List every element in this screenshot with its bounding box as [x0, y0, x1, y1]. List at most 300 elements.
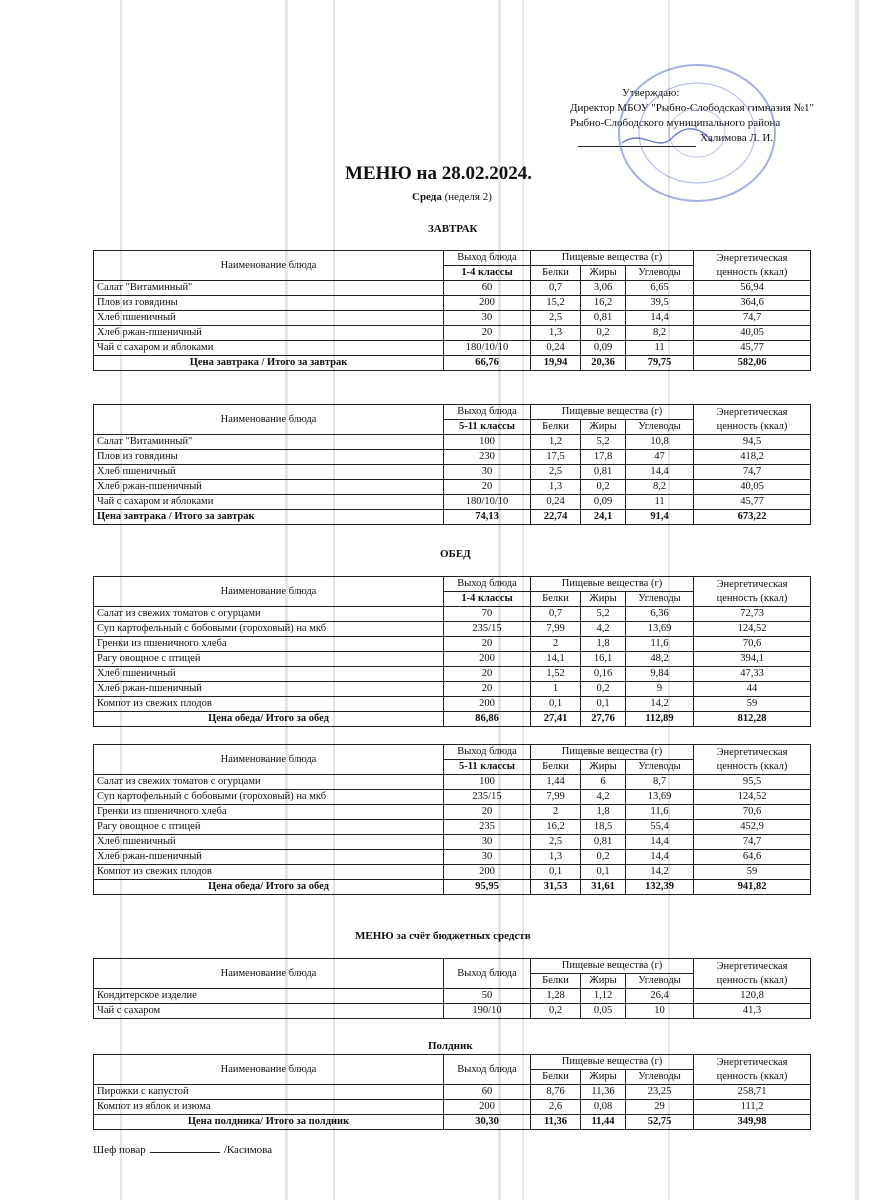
- total-label: Цена полдника/ Итого за полдник: [94, 1115, 444, 1130]
- carbs-value: 8,7: [626, 775, 694, 790]
- energy-value: 94,5: [694, 435, 811, 450]
- table-row: [94, 637, 811, 652]
- dish-name: Гренки из пшеничного хлеба: [94, 637, 444, 652]
- dish-name: Хлеб ржан-пшеничный: [94, 850, 444, 865]
- energy-value: 59: [694, 697, 811, 712]
- dish-name: Хлеб пшеничный: [94, 667, 444, 682]
- dish-name: Хлеб пшеничный: [94, 835, 444, 850]
- day-subtitle: [412, 191, 492, 203]
- dish-name: Салат из свежих томатов с огурцами: [94, 775, 444, 790]
- energy-value: 41,3: [694, 1004, 811, 1019]
- total-carbs: 52,75: [626, 1115, 694, 1130]
- dish-name: Хлеб ржан-пшеничный: [94, 682, 444, 697]
- table-row: [94, 989, 811, 1004]
- dish-name: Хлеб пшеничный: [94, 465, 444, 480]
- table-row: [94, 450, 811, 465]
- approval-line-4: Халимова Л. И.: [700, 132, 774, 144]
- total-fat: 20,36: [581, 356, 626, 371]
- carbs-value: 23,25: [626, 1085, 694, 1100]
- header-fat: Жиры: [581, 1070, 626, 1085]
- fat-value: 4,2: [581, 622, 626, 637]
- table-row: [94, 281, 811, 296]
- fat-value: 0,09: [581, 495, 626, 510]
- total-energy: 941,82: [694, 880, 811, 895]
- fat-value: 0,81: [581, 835, 626, 850]
- carbs-value: 8,2: [626, 480, 694, 495]
- carbs-value: 14,4: [626, 835, 694, 850]
- protein-value: 0,1: [531, 865, 581, 880]
- fat-value: 1,12: [581, 989, 626, 1004]
- header-name: Наименование блюда: [94, 251, 444, 281]
- total-price: 30,30: [444, 1115, 531, 1130]
- dish-name: Салат "Витаминный": [94, 281, 444, 296]
- dish-output: 100: [444, 435, 531, 450]
- carbs-value: 10: [626, 1004, 694, 1019]
- carbs-value: 55,4: [626, 820, 694, 835]
- header-carbs: Углеводы: [626, 420, 694, 435]
- total-price: 95,95: [444, 880, 531, 895]
- energy-value: 418,2: [694, 450, 811, 465]
- total-row: [94, 510, 811, 525]
- dish-output: 20: [444, 667, 531, 682]
- dish-output: 60: [444, 281, 531, 296]
- total-carbs: 79,75: [626, 356, 694, 371]
- header-energy: Энергетическая ценность (ккал): [694, 959, 811, 989]
- protein-value: 16,2: [531, 820, 581, 835]
- table-row: [94, 850, 811, 865]
- approval-line-2: Директор МБОУ "Рыбно-Слободская гимназия №1": [570, 102, 815, 114]
- section-budget: МЕНЮ за счёт бюджетных средств: [355, 930, 531, 942]
- header-output: Выход блюда: [444, 251, 531, 266]
- energy-value: 56,94: [694, 281, 811, 296]
- carbs-value: 11,6: [626, 637, 694, 652]
- dish-output: 60: [444, 1085, 531, 1100]
- dish-output: 20: [444, 805, 531, 820]
- dish-output: 200: [444, 865, 531, 880]
- protein-value: 7,99: [531, 622, 581, 637]
- carbs-value: 14,2: [626, 865, 694, 880]
- energy-value: 120,8: [694, 989, 811, 1004]
- section-snack: Полдник: [428, 1040, 473, 1052]
- energy-value: 124,52: [694, 790, 811, 805]
- total-label: Цена завтрака / Итого за завтрак: [94, 356, 444, 371]
- carbs-value: 39,5: [626, 296, 694, 311]
- total-carbs: 91,4: [626, 510, 694, 525]
- header-protein: Белки: [531, 1070, 581, 1085]
- total-protein: 19,94: [531, 356, 581, 371]
- chef-name: /Касимова: [223, 1144, 273, 1156]
- total-fat: 27,76: [581, 712, 626, 727]
- table-row: [94, 865, 811, 880]
- protein-value: 0,24: [531, 495, 581, 510]
- header-nutrients: Пищевые вещества (г): [531, 1055, 694, 1070]
- total-price: 74,13: [444, 510, 531, 525]
- header-nutrients: Пищевые вещества (г): [531, 959, 694, 974]
- header-carbs: Углеводы: [626, 1070, 694, 1085]
- dish-name: Компот из свежих плодов: [94, 697, 444, 712]
- header-output: Выход блюда: [444, 959, 531, 989]
- fat-value: 1,8: [581, 805, 626, 820]
- protein-value: 1,28: [531, 989, 581, 1004]
- header-energy: Энергетическая ценность (ккал): [694, 405, 811, 435]
- carbs-value: 6,65: [626, 281, 694, 296]
- dish-output: 20: [444, 682, 531, 697]
- header-fat: Жиры: [581, 420, 626, 435]
- dish-output: 30: [444, 311, 531, 326]
- section-lunch: ОБЕД: [440, 548, 471, 560]
- total-protein: 11,36: [531, 1115, 581, 1130]
- dish-name: Салат из свежих томатов с огурцами: [94, 607, 444, 622]
- carbs-value: 9,84: [626, 667, 694, 682]
- header-name: Наименование блюда: [94, 959, 444, 989]
- energy-value: 72,73: [694, 607, 811, 622]
- header-nutrients: Пищевые вещества (г): [531, 405, 694, 420]
- header-output: Выход блюда: [444, 577, 531, 592]
- header-fat: Жиры: [581, 266, 626, 281]
- carbs-value: 14,4: [626, 311, 694, 326]
- carbs-value: 11: [626, 341, 694, 356]
- carbs-value: 14,4: [626, 465, 694, 480]
- energy-value: 45,77: [694, 341, 811, 356]
- dish-name: Салат "Витаминный": [94, 435, 444, 450]
- total-row: [94, 1115, 811, 1130]
- protein-value: 1,44: [531, 775, 581, 790]
- protein-value: 1,3: [531, 850, 581, 865]
- energy-value: 47,33: [694, 667, 811, 682]
- header-name: Наименование блюда: [94, 745, 444, 775]
- total-energy: 812,28: [694, 712, 811, 727]
- fat-value: 18,5: [581, 820, 626, 835]
- header-protein: Белки: [531, 420, 581, 435]
- dish-output: 180/10/10: [444, 495, 531, 510]
- total-carbs: 132,39: [626, 880, 694, 895]
- header-energy: Энергетическая ценность (ккал): [694, 251, 811, 281]
- fat-value: 6: [581, 775, 626, 790]
- header-fat: Жиры: [581, 592, 626, 607]
- energy-value: 44: [694, 682, 811, 697]
- dish-output: 200: [444, 1100, 531, 1115]
- chef-signature: [93, 1144, 272, 1156]
- header-fat: Жиры: [581, 760, 626, 775]
- carbs-value: 48,2: [626, 652, 694, 667]
- dish-name: Компот из яблок и изюма: [94, 1100, 444, 1115]
- protein-value: 1,2: [531, 435, 581, 450]
- dish-output: 20: [444, 326, 531, 341]
- fat-value: 0,08: [581, 1100, 626, 1115]
- dish-name: Пирожки с капустой: [94, 1085, 444, 1100]
- carbs-value: 9: [626, 682, 694, 697]
- dish-output: 190/10: [444, 1004, 531, 1019]
- fat-value: 0,2: [581, 682, 626, 697]
- fat-value: 0,2: [581, 850, 626, 865]
- fat-value: 0,16: [581, 667, 626, 682]
- energy-value: 74,7: [694, 311, 811, 326]
- total-fat: 24,1: [581, 510, 626, 525]
- protein-value: 2,6: [531, 1100, 581, 1115]
- total-row: [94, 880, 811, 895]
- total-protein: 27,41: [531, 712, 581, 727]
- protein-value: 2,5: [531, 311, 581, 326]
- table-row: [94, 1085, 811, 1100]
- protein-value: 0,24: [531, 341, 581, 356]
- protein-value: 0,2: [531, 1004, 581, 1019]
- protein-value: 2: [531, 805, 581, 820]
- header-group: 5-11 классы: [444, 760, 531, 775]
- total-fat: 31,61: [581, 880, 626, 895]
- dish-name: Суп картофельный с бобовыми (гороховый) на мкб: [94, 790, 444, 805]
- dish-name: Рагу овощное с птицей: [94, 652, 444, 667]
- table-breakfast-5-11: [93, 404, 811, 525]
- fat-value: 3,06: [581, 281, 626, 296]
- dish-name: Хлеб пшеничный: [94, 311, 444, 326]
- header-energy: Энергетическая ценность (ккал): [694, 745, 811, 775]
- carbs-value: 13,69: [626, 622, 694, 637]
- table-breakfast-1-4: [93, 250, 811, 371]
- header-output: Выход блюда: [444, 405, 531, 420]
- dish-output: 200: [444, 296, 531, 311]
- total-energy: 582,06: [694, 356, 811, 371]
- energy-value: 258,71: [694, 1085, 811, 1100]
- header-name: Наименование блюда: [94, 577, 444, 607]
- table-row: [94, 296, 811, 311]
- protein-value: 8,76: [531, 1085, 581, 1100]
- table-row: [94, 326, 811, 341]
- fat-value: 1,8: [581, 637, 626, 652]
- protein-value: 1,52: [531, 667, 581, 682]
- dish-name: Чай с сахаром: [94, 1004, 444, 1019]
- energy-value: 74,7: [694, 465, 811, 480]
- total-row: [94, 356, 811, 371]
- header-nutrients: Пищевые вещества (г): [531, 251, 694, 266]
- table-row: [94, 667, 811, 682]
- header-carbs: Углеводы: [626, 760, 694, 775]
- table-row: [94, 311, 811, 326]
- table-budget: [93, 958, 811, 1019]
- total-label: Цена обеда/ Итого за обед: [94, 712, 444, 727]
- dish-output: 20: [444, 480, 531, 495]
- header-name: Наименование блюда: [94, 405, 444, 435]
- section-breakfast: ЗАВТРАК: [428, 223, 478, 235]
- dish-name: Рагу овощное с птицей: [94, 820, 444, 835]
- table-row: [94, 495, 811, 510]
- energy-value: 70,6: [694, 805, 811, 820]
- dish-name: Плов из говядины: [94, 450, 444, 465]
- fat-value: 0,81: [581, 465, 626, 480]
- dish-name: Суп картофельный с бобовыми (гороховый) на мкб: [94, 622, 444, 637]
- fat-value: 16,2: [581, 296, 626, 311]
- table-row: [94, 435, 811, 450]
- table-row: [94, 341, 811, 356]
- dish-output: 30: [444, 850, 531, 865]
- table-row: [94, 607, 811, 622]
- protein-value: 17,5: [531, 450, 581, 465]
- fat-value: 4,2: [581, 790, 626, 805]
- total-label: Цена обеда/ Итого за обед: [94, 880, 444, 895]
- protein-value: 0,1: [531, 697, 581, 712]
- week-number: (неделя 2): [444, 191, 492, 203]
- dish-output: 20: [444, 637, 531, 652]
- table-row: [94, 622, 811, 637]
- chef-signature-line: [150, 1152, 220, 1153]
- dish-output: 50: [444, 989, 531, 1004]
- carbs-value: 10,8: [626, 435, 694, 450]
- header-protein: Белки: [531, 974, 581, 989]
- fat-value: 0,05: [581, 1004, 626, 1019]
- total-price: 86,86: [444, 712, 531, 727]
- protein-value: 1: [531, 682, 581, 697]
- header-group: 1-4 классы: [444, 266, 531, 281]
- table-row: [94, 835, 811, 850]
- dish-output: 30: [444, 465, 531, 480]
- table-row: [94, 465, 811, 480]
- energy-value: 40,05: [694, 480, 811, 495]
- energy-value: 64,6: [694, 850, 811, 865]
- protein-value: 2: [531, 637, 581, 652]
- total-fat: 11,44: [581, 1115, 626, 1130]
- protein-value: 1,3: [531, 480, 581, 495]
- header-carbs: Углеводы: [626, 974, 694, 989]
- header-output: Выход блюда: [444, 1055, 531, 1085]
- fat-value: 17,8: [581, 450, 626, 465]
- carbs-value: 6,36: [626, 607, 694, 622]
- protein-value: 14,1: [531, 652, 581, 667]
- table-row: [94, 697, 811, 712]
- stamp-seal-icon: [612, 58, 782, 208]
- dish-name: Хлеб ржан-пшеничный: [94, 480, 444, 495]
- energy-value: 364,6: [694, 296, 811, 311]
- total-price: 66,76: [444, 356, 531, 371]
- header-protein: Белки: [531, 592, 581, 607]
- table-lunch-1-4: [93, 576, 811, 727]
- fat-value: 0,1: [581, 865, 626, 880]
- header-protein: Белки: [531, 760, 581, 775]
- fat-value: 16,1: [581, 652, 626, 667]
- header-energy: Энергетическая ценность (ккал): [694, 577, 811, 607]
- dish-output: 70: [444, 607, 531, 622]
- dish-name: Гренки из пшеничного хлеба: [94, 805, 444, 820]
- fat-value: 0,2: [581, 326, 626, 341]
- carbs-value: 11,6: [626, 805, 694, 820]
- header-protein: Белки: [531, 266, 581, 281]
- dish-output: 230: [444, 450, 531, 465]
- table-row: [94, 652, 811, 667]
- carbs-value: 8,2: [626, 326, 694, 341]
- fat-value: 0,81: [581, 311, 626, 326]
- table-row: [94, 805, 811, 820]
- dish-name: Кондитерское изделие: [94, 989, 444, 1004]
- header-nutrients: Пищевые вещества (г): [531, 745, 694, 760]
- header-nutrients: Пищевые вещества (г): [531, 577, 694, 592]
- table-row: [94, 790, 811, 805]
- table-lunch-5-11: [93, 744, 811, 895]
- carbs-value: 11: [626, 495, 694, 510]
- total-carbs: 112,89: [626, 712, 694, 727]
- dish-output: 235/15: [444, 622, 531, 637]
- page-title: МЕНЮ на 28.02.2024.: [345, 163, 532, 184]
- carbs-value: 14,4: [626, 850, 694, 865]
- dish-name: Чай с сахаром и яблоками: [94, 341, 444, 356]
- protein-value: 2,5: [531, 465, 581, 480]
- total-energy: 673,22: [694, 510, 811, 525]
- energy-value: 59: [694, 865, 811, 880]
- dish-output: 180/10/10: [444, 341, 531, 356]
- protein-value: 0,7: [531, 281, 581, 296]
- scan-streak: [855, 0, 859, 1200]
- energy-value: 70,6: [694, 637, 811, 652]
- dish-output: 235/15: [444, 790, 531, 805]
- protein-value: 2,5: [531, 835, 581, 850]
- carbs-value: 29: [626, 1100, 694, 1115]
- dish-name: Хлеб ржан-пшеничный: [94, 326, 444, 341]
- table-row: [94, 820, 811, 835]
- carbs-value: 47: [626, 450, 694, 465]
- energy-value: 452,9: [694, 820, 811, 835]
- total-protein: 22,74: [531, 510, 581, 525]
- table-row: [94, 1004, 811, 1019]
- carbs-value: 26,4: [626, 989, 694, 1004]
- protein-value: 7,99: [531, 790, 581, 805]
- fat-value: 0,2: [581, 480, 626, 495]
- header-energy: Энергетическая ценность (ккал): [694, 1055, 811, 1085]
- energy-value: 45,77: [694, 495, 811, 510]
- table-row: [94, 1100, 811, 1115]
- header-output: Выход блюда: [444, 745, 531, 760]
- dish-output: 235: [444, 820, 531, 835]
- table-row: [94, 775, 811, 790]
- dish-name: Плов из говядины: [94, 296, 444, 311]
- energy-value: 394,1: [694, 652, 811, 667]
- dish-output: 200: [444, 697, 531, 712]
- chef-label: Шеф повар: [93, 1144, 146, 1156]
- energy-value: 74,7: [694, 835, 811, 850]
- energy-value: 124,52: [694, 622, 811, 637]
- carbs-value: 13,69: [626, 790, 694, 805]
- fat-value: 5,2: [581, 435, 626, 450]
- fat-value: 0,09: [581, 341, 626, 356]
- fat-value: 0,1: [581, 697, 626, 712]
- dish-output: 30: [444, 835, 531, 850]
- dish-name: Компот из свежих плодов: [94, 865, 444, 880]
- protein-value: 15,2: [531, 296, 581, 311]
- protein-value: 1,3: [531, 326, 581, 341]
- dish-name: Чай с сахаром и яблоками: [94, 495, 444, 510]
- energy-value: 111,2: [694, 1100, 811, 1115]
- fat-value: 11,36: [581, 1085, 626, 1100]
- total-protein: 31,53: [531, 880, 581, 895]
- header-carbs: Углеводы: [626, 592, 694, 607]
- header-group: 1-4 классы: [444, 592, 531, 607]
- carbs-value: 14,2: [626, 697, 694, 712]
- total-energy: 349,98: [694, 1115, 811, 1130]
- table-row: [94, 682, 811, 697]
- total-row: [94, 712, 811, 727]
- dish-output: 100: [444, 775, 531, 790]
- dish-output: 200: [444, 652, 531, 667]
- header-name: Наименование блюда: [94, 1055, 444, 1085]
- energy-value: 40,05: [694, 326, 811, 341]
- header-group: 5-11 классы: [444, 420, 531, 435]
- day-name: Среда: [412, 191, 442, 203]
- protein-value: 0,7: [531, 607, 581, 622]
- fat-value: 5,2: [581, 607, 626, 622]
- approval-line-1: Утверждаю:: [622, 87, 680, 99]
- header-fat: Жиры: [581, 974, 626, 989]
- header-carbs: Углеводы: [626, 266, 694, 281]
- energy-value: 95,5: [694, 775, 811, 790]
- approval-line-3: Рыбно-Слободского муниципального района: [570, 117, 781, 129]
- table-row: [94, 480, 811, 495]
- table-snack: [93, 1054, 811, 1130]
